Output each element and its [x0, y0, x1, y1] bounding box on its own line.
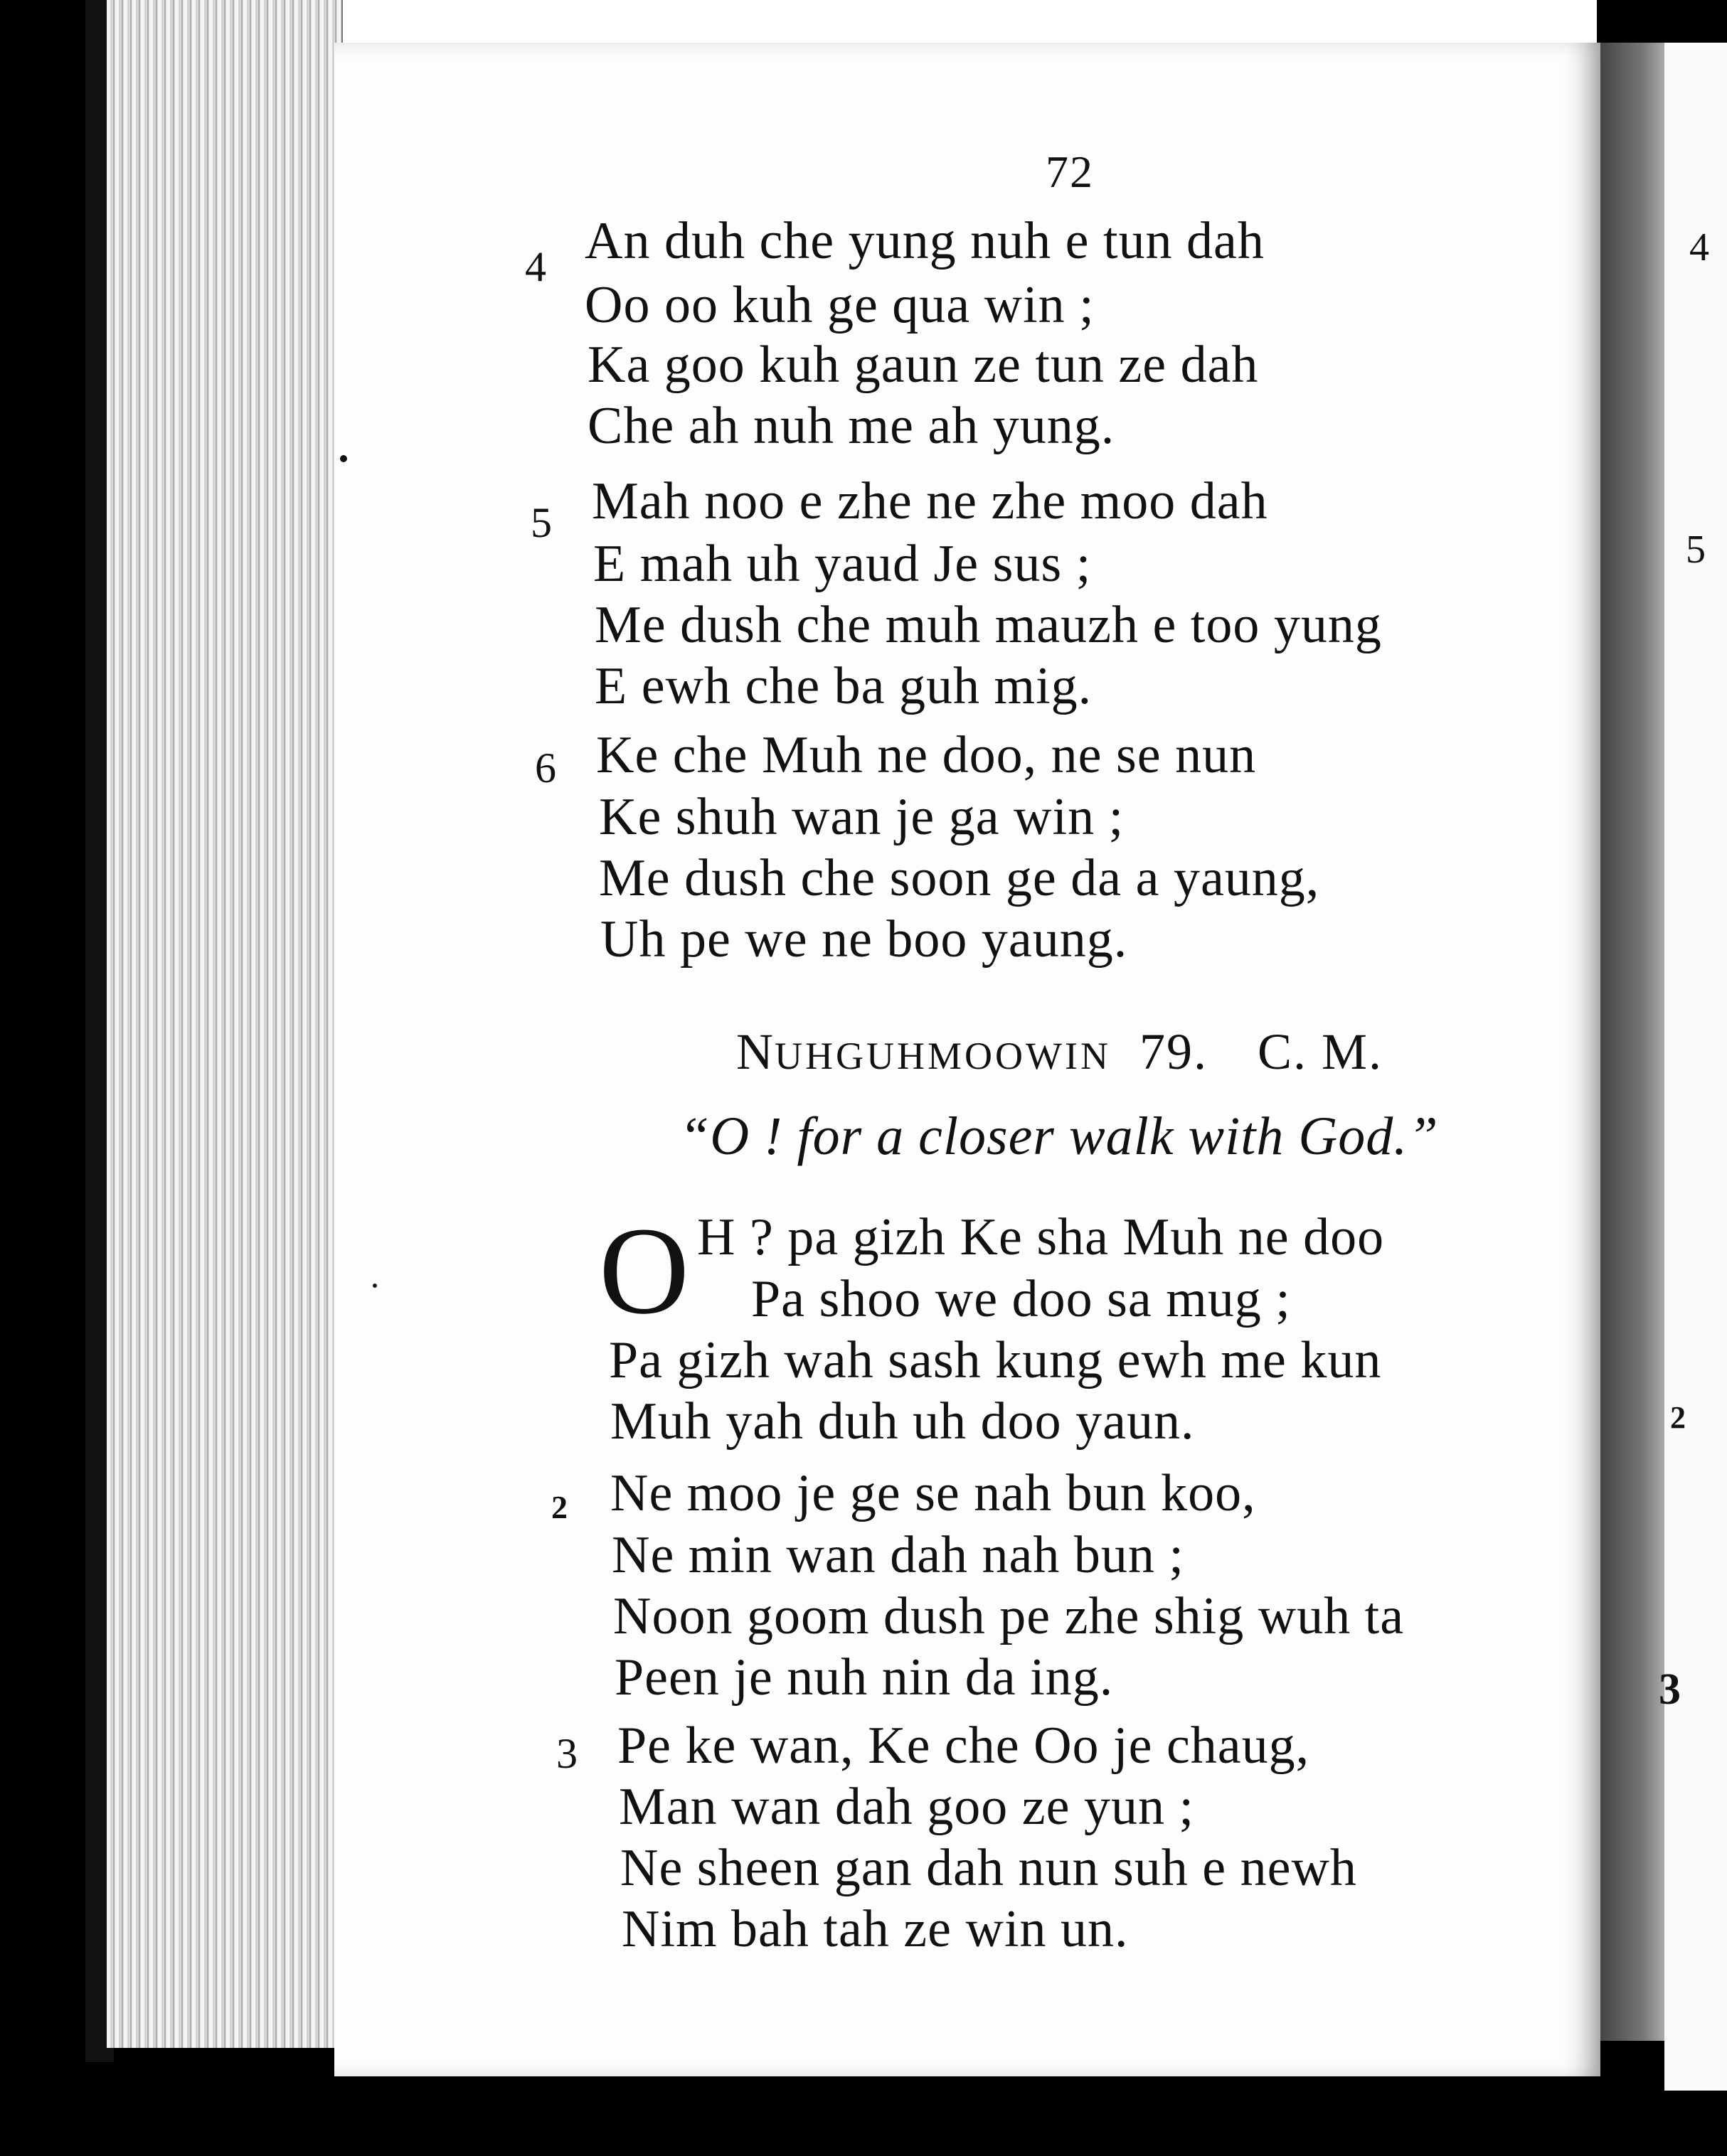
verse-5-line-4: E ewh che ba guh mig.: [595, 657, 1093, 715]
hymn-verse-3-line-4: Nim bah tah ze win un.: [622, 1900, 1129, 1958]
hymn-verse-3-line-2: Man wan dah goo ze yun ;: [619, 1778, 1195, 1836]
hymn-verse-1-line-1: H ? pa gizh Ke sha Muh ne doo: [697, 1208, 1385, 1266]
hymn-title: UHGUHMOOWIN: [775, 1035, 1111, 1077]
facing-page: [1664, 43, 1727, 2091]
facing-page-verse-2: 2: [1670, 1400, 1686, 1435]
verse-4-line-3: Ka goo kuh gaun ze tun ze dah: [588, 336, 1259, 394]
page-stack-edges: [107, 0, 343, 2048]
hymn-heading: [736, 1023, 1383, 1082]
hymn-verse-2-line-1: Ne moo je ge se nah bun koo,: [610, 1464, 1256, 1522]
hymn-verse-1-line-4: Muh yah duh uh doo yaun.: [610, 1392, 1195, 1451]
facing-page-verse-4: 4: [1689, 225, 1709, 270]
hymn-verse-2-line-2: Ne min wan dah nah bun ;: [612, 1526, 1184, 1584]
verse-number-4: 4: [525, 243, 546, 290]
hymn-meter: C. M.: [1257, 1023, 1383, 1080]
hymn-verse-number-3: 3: [556, 1730, 578, 1777]
hymn-verse-1-line-2: Pa shoo we doo sa mug ;: [751, 1270, 1291, 1328]
ink-speck: [373, 1284, 377, 1288]
facing-page-verse-3: 3: [1659, 1665, 1681, 1714]
hymn-verse-3-line-3: Ne sheen gan dah nun suh e newh: [620, 1839, 1357, 1897]
verse-4-line-2: Oo oo kuh ge qua win ;: [585, 276, 1095, 334]
hymn-subtitle: “O ! for a closer walk with God.”: [679, 1106, 1439, 1166]
verse-4-line-1: An duh che yung nuh e tun dah: [585, 212, 1265, 270]
verse-number-6: 6: [535, 745, 556, 791]
hymn-verse-3-line-1: Pe ke wan, Ke che Oo je chaug,: [617, 1717, 1310, 1775]
verse-6-line-4: Uh pe we ne boo yaung.: [600, 910, 1128, 968]
verse-5-line-3: Me dush che muh mauzh e too yung: [595, 596, 1382, 654]
verse-5-line-2: E mah uh yaud Je sus ;: [593, 535, 1092, 593]
verse-6-line-2: Ke shuh wan je ga win ;: [599, 788, 1125, 846]
verse-6-line-1: Ke che Muh ne doo, ne se nun: [596, 726, 1257, 784]
hymn-title-initial: N: [736, 1023, 775, 1080]
page-number: 72: [1046, 146, 1094, 197]
verse-6-line-3: Me dush che soon ge da a yaung,: [599, 849, 1320, 907]
hymn-verse-2-line-3: Noon goom dush pe zhe shig wuh ta: [613, 1587, 1405, 1645]
verse-number-5: 5: [531, 499, 552, 546]
verse-4-line-4: Che ah nuh me ah yung.: [588, 397, 1115, 455]
verse-5-line-1: Mah noo e zhe ne zhe moo dah: [592, 472, 1268, 530]
facing-page-verse-5: 5: [1686, 528, 1706, 572]
hymn-number: 79.: [1139, 1023, 1208, 1080]
ink-speck: [340, 455, 347, 462]
hymn-verse-2-line-4: Peen je nuh nin da ing.: [615, 1648, 1114, 1707]
book-gutter: [1600, 43, 1672, 2041]
hymn-verse-1-line-3: Pa gizh wah sash kung ewh me kun: [609, 1331, 1382, 1389]
drop-cap: O: [599, 1202, 690, 1340]
hymn-verse-number-2: 2: [551, 1489, 568, 1525]
